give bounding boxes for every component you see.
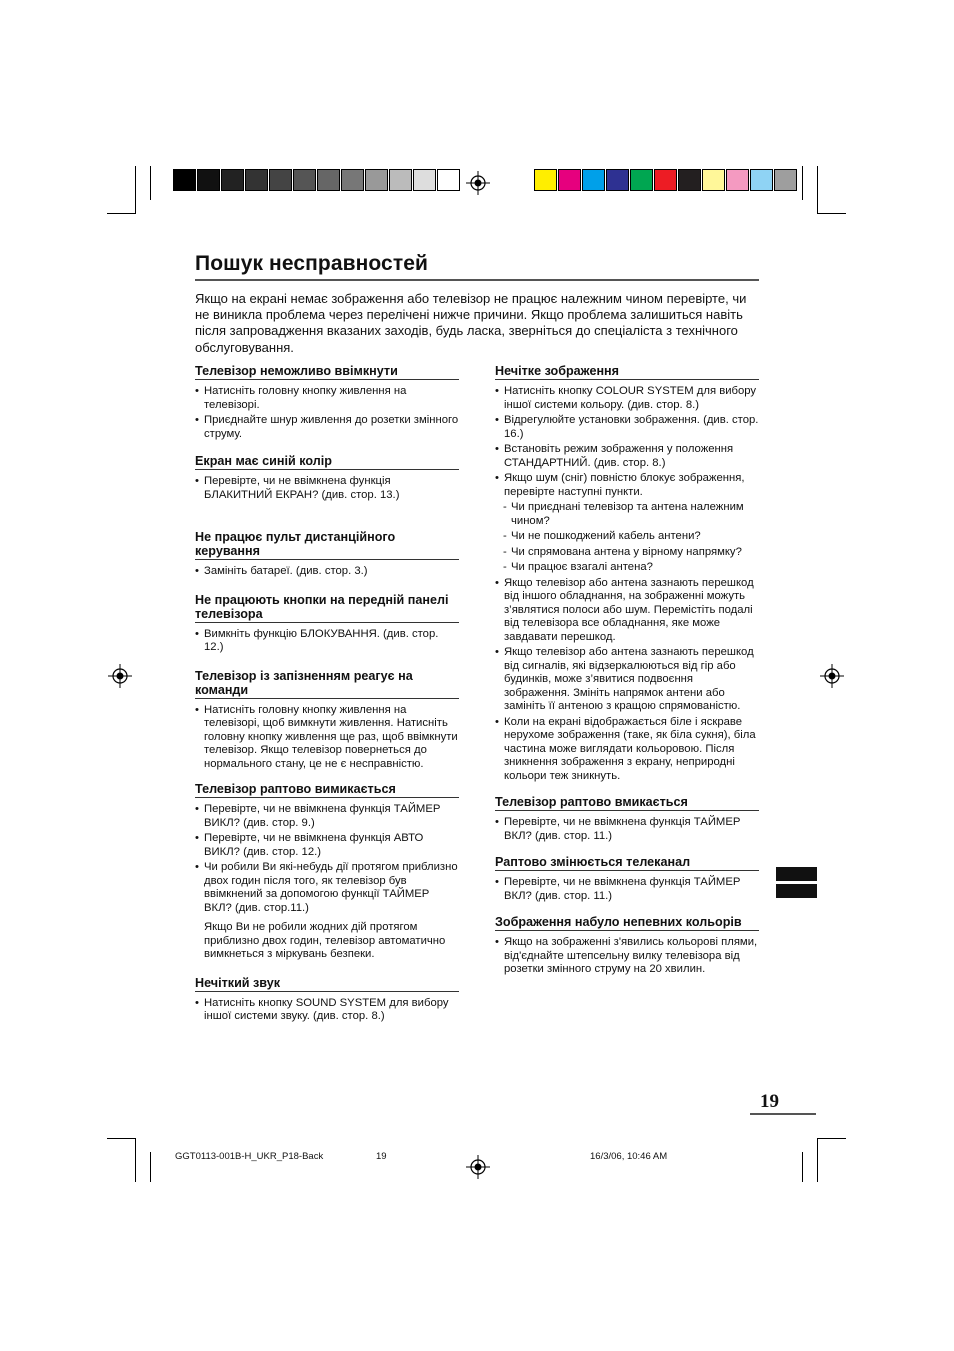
calibration-swatch — [606, 169, 629, 191]
calibration-swatch — [365, 169, 388, 191]
solution-item: • Перевірте, чи не ввімкнена функція ТАЙМЕР ВИКЛ? (див. стор. 9.) — [195, 803, 459, 830]
calibration-swatch — [317, 169, 340, 191]
solution-list — [195, 628, 459, 655]
solution-list — [495, 816, 759, 843]
section-heading: Не працює пульт дистанційного керування — [195, 530, 459, 560]
troubleshooting-section — [495, 795, 759, 843]
solution-item: • Коли на екрані відображається біле і яскраве нерухоме зображення (таке, як біла сукня), біла частина може виглядати кольоровою. Після зникнення зображення з екрану, неприродні кольори теж зникнуть. — [495, 716, 759, 784]
solution-list — [195, 475, 459, 502]
solution-list — [495, 876, 759, 903]
troubleshooting-section — [495, 855, 759, 903]
solution-list — [495, 936, 759, 977]
page-number-rule — [750, 1113, 816, 1115]
section-heading: Телевізор неможливо ввімкнути — [195, 364, 459, 380]
calibration-swatch — [726, 169, 749, 191]
calibration-swatch — [389, 169, 412, 191]
solution-item: • Перевірте, чи не ввімкнена функція ТАЙМЕР ВКЛ? (див. стор. 11.) — [495, 876, 759, 903]
left-column — [195, 364, 459, 1038]
troubleshooting-section — [195, 364, 459, 441]
registration-mark-icon — [108, 664, 132, 688]
check-item: - Чи не пошкоджений кабель антени? — [495, 530, 759, 544]
troubleshooting-section — [195, 669, 459, 772]
check-item: - Чи спрямована антена у вірному напрямку? — [495, 546, 759, 560]
footer-date: 16/3/06, 10:46 AM — [590, 1151, 668, 1162]
troubleshooting-section — [495, 364, 759, 783]
calibration-swatch — [221, 169, 244, 191]
troubleshooting-section — [495, 915, 759, 977]
troubleshooting-section — [195, 593, 459, 655]
calibration-swatch — [774, 169, 797, 191]
section-tab-marker — [776, 884, 817, 898]
section-tab-marker — [776, 867, 817, 881]
section-heading: Екран має синій колір — [195, 454, 459, 470]
calibration-swatch — [630, 169, 653, 191]
solution-item: • Якщо телевізор або антена зазнають перешкод від сигналів, які відзеркалюються від гір або будинків, може з’явитися подвоєння зображення. Змініть напрямок антени або замініть її антеною з кращою спрямованістю. — [495, 646, 759, 714]
calibration-swatch — [534, 169, 557, 191]
solution-item: • Якщо телевізор або антена зазнають перешкод від іншого обладнання, на зображенні можуть з’являтися полоси або шум. Перемістіть подалі від телевізора все обладнання, яке може завдавати перешкод. — [495, 577, 759, 645]
solution-item: • Приєднайте шнур живлення до розетки змінного струму. — [195, 414, 459, 441]
check-item: - Чи працює взагалі антена? — [495, 561, 759, 575]
solution-item: • Чи робили Ви які-небудь дії протягом приблизно двох годин після того, як телевізор був ввімкнений за допомогою функції ТАЙМЕР ВКЛ? (див. стор.11.) — [195, 861, 459, 915]
troubleshooting-section — [195, 530, 459, 579]
section-heading: Зображення набуло непевних кольорів — [495, 915, 759, 931]
title-divider — [195, 279, 759, 281]
solution-item: Якщо Ви не робили жодних дій протягом приблизно двох годин, телевізор автоматично вимкнеться з міркувань безпеки. — [204, 921, 446, 960]
calibration-swatch — [293, 169, 316, 191]
calibration-swatch — [702, 169, 725, 191]
solution-item: • Натисніть головну кнопку живлення на телевізорі. — [195, 385, 459, 412]
solution-item: • Перевірте, чи не ввімкнена функція АВТО ВИКЛ? (див. стор. 12.) — [195, 832, 459, 859]
calibration-swatch — [582, 169, 605, 191]
right-column — [495, 364, 759, 989]
section-heading: Не працюють кнопки на передній панелі телевізора — [195, 593, 459, 623]
calibration-swatch — [269, 169, 292, 191]
footer-filename: GGT0113-001B-H_UKR_P18-Back — [175, 1151, 324, 1162]
section-heading: Телевізор раптово вимикається — [195, 782, 459, 798]
calibration-swatch — [654, 169, 677, 191]
registration-mark-icon — [466, 1155, 490, 1179]
section-heading: Телевізор із запізненням реагує на команди — [195, 669, 459, 699]
page-title: Пошук несправностей — [195, 252, 429, 275]
section-heading: Нечітке зображення — [495, 364, 759, 380]
solution-item: • Натисніть кнопку SOUND SYSTEM для вибору іншої системи звуку. (див. стор. 8.) — [195, 997, 459, 1024]
grayscale-calibration-bar — [173, 169, 461, 191]
calibration-swatch — [750, 169, 773, 191]
troubleshooting-section — [195, 976, 459, 1024]
solution-item: • Відрегулюйте установки зображення. (див. стор. 16.) — [495, 414, 759, 441]
calibration-swatch — [173, 169, 196, 191]
solution-item: • Перевірте, чи не ввімкнена функція БЛАКИТНИЙ ЕКРАН? (див. стор. 13.) — [195, 475, 459, 502]
solution-list — [195, 803, 459, 962]
solution-item: • Якщо на зображенні з'явились кольорові плями, від'єднайте штепсельну вилку телевізора від розетки змінного струму на 20 хвилин. — [495, 936, 759, 977]
calibration-swatch — [678, 169, 701, 191]
section-heading: Раптово змінюється телеканал — [495, 855, 759, 871]
solution-list — [195, 565, 459, 579]
registration-mark-icon — [820, 664, 844, 688]
footer-page: 19 — [376, 1151, 387, 1162]
troubleshooting-section — [195, 454, 459, 502]
solution-item: • Перевірте, чи не ввімкнена функція ТАЙМЕР ВКЛ? (див. стор. 11.) — [495, 816, 759, 843]
calibration-swatch — [437, 169, 460, 191]
solution-list — [195, 385, 459, 441]
section-heading: Телевізор раптово вмикається — [495, 795, 759, 811]
solution-item: • Натисніть кнопку COLOUR SYSTEM для вибору іншої системи кольору. (див. стор. 8.) — [495, 385, 759, 412]
calibration-swatch — [413, 169, 436, 191]
calibration-swatch — [341, 169, 364, 191]
solution-item: • Натисніть головну кнопку живлення на телевізорі, щоб вимкнути живлення. Натисніть головну кнопку живлення ще раз, щоб ввімкнути телевізор. Якщо телевізор повернеться до нормального стану, це не є несправністю. — [195, 704, 459, 772]
solution-list — [195, 997, 459, 1024]
solution-item: • Встановіть режим зображення у положення СТАНДАРТНИЙ. (див. стор. 8.) — [495, 443, 759, 470]
solution-item: • Вимкніть функцію БЛОКУВАННЯ. (див. стор. 12.) — [195, 628, 459, 655]
intro-paragraph: Якщо на екрані немає зображення або телевізор не працює належним чином перевірте, чи не виникла проблема через перелічені нижче причини. Якщо проблема залишиться навіть після запровадження вказаних заходів, будь ласка, зверніться до спеціаліста з технічного обслуговування. — [195, 291, 747, 355]
solution-item: • Замініть батареї. (див. стор. 3.) — [195, 565, 459, 579]
page-number: 19 — [760, 1091, 779, 1112]
color-calibration-bar — [534, 169, 798, 191]
solution-list — [195, 704, 459, 772]
troubleshooting-section — [195, 782, 459, 962]
calibration-swatch — [558, 169, 581, 191]
section-heading: Нечіткий звук — [195, 976, 459, 992]
calibration-swatch — [245, 169, 268, 191]
solution-item: • Якщо шум (сніг) повністю блокує зображення, перевірте наступні пункти. — [495, 472, 759, 499]
solution-list — [495, 385, 759, 783]
check-item: - Чи приєднані телевізор та антена належним чином? — [495, 501, 759, 528]
registration-mark-icon — [466, 171, 490, 195]
calibration-swatch — [197, 169, 220, 191]
